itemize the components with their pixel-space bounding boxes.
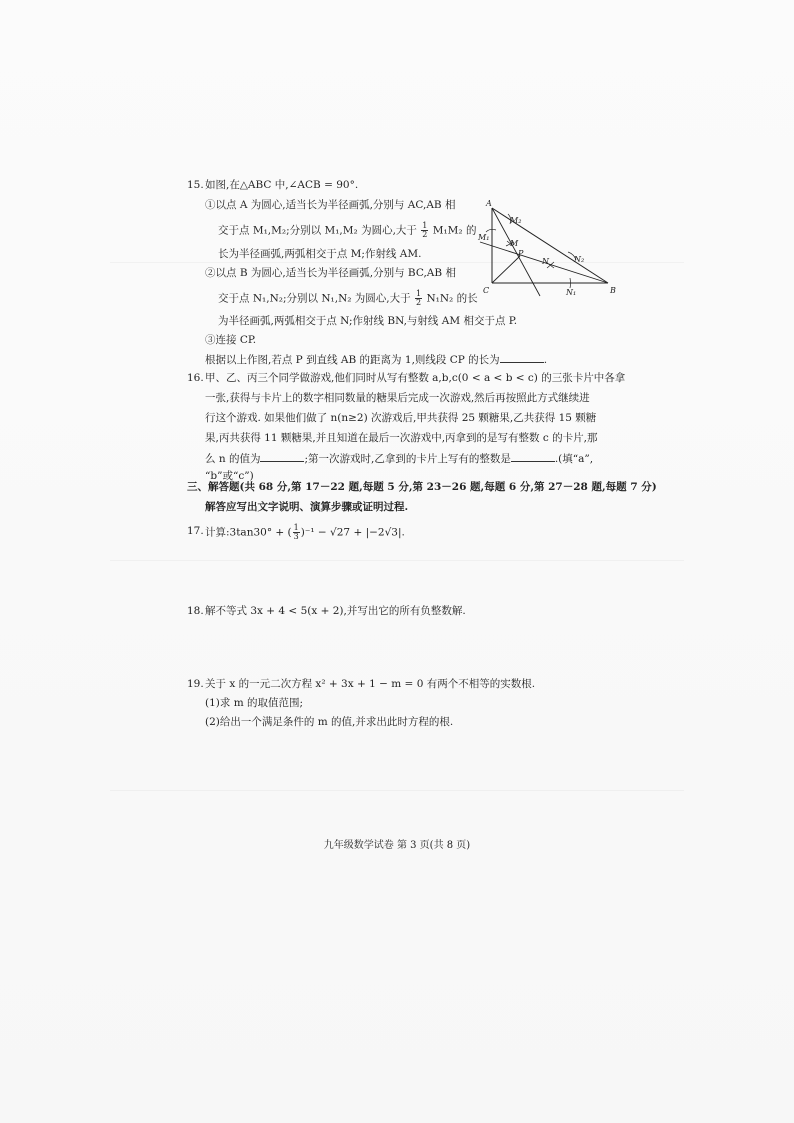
- fraction: $\frac{1}{3}$: [293, 523, 299, 541]
- q18-text: 解不等式 3x + 4 < 5(x + 2),并写出它的所有负整数解.: [205, 605, 466, 617]
- label-N1: N₁: [566, 288, 577, 297]
- q17-expression: 计算:3tan30° + ( $\frac{1}{3}$ )⁻¹ − √27 + |−2√3|.: [205, 523, 405, 541]
- fraction: $\frac{1}{2}$: [416, 289, 422, 307]
- q19-number: 19.: [187, 678, 204, 690]
- fraction: $\frac{1}{2}$: [422, 221, 428, 239]
- q15-step2-line2: 交于点 N₁,N₂;分别以 N₁,N₂ 为圆心,大于 $\frac{1}{2}$ N₁N₂ 的长: [218, 289, 478, 307]
- label-M2: M₂: [510, 216, 522, 225]
- section3-heading: 三、解答题(共 68 分,第 17－22 题,每题 5 分,第 23－26 题,每题 6 分,第 27－28 题,每题 7 分): [187, 481, 657, 493]
- label-A: A: [486, 199, 492, 208]
- answer-blank[interactable]: [260, 451, 304, 462]
- q16-line4: 果,丙共获得 11 颗糖果,并且知道在最后一次游戏中,丙拿到的是写有整数 c 的卡片,那: [205, 432, 598, 444]
- q15-step2-line1: ②以点 B 为圆心,适当长为半径画弧,分别与 BC,AB 相: [205, 267, 456, 279]
- label-C: C: [483, 286, 490, 295]
- page-footer: 九年级数学试卷 第 3 页(共 8 页): [323, 840, 471, 851]
- scan-artifact: [110, 790, 684, 791]
- q15-stem: 如图,在△ABC 中,∠ACB = 90°.: [205, 179, 359, 191]
- q19-part2: (2)给出一个满足条件的 m 的值,并求出此时方程的根.: [205, 716, 454, 728]
- section3-instruction: 解答应写出文字说明、演算步骤或证明过程.: [205, 501, 409, 513]
- label-B: B: [610, 286, 616, 295]
- q15-question: 根据以上作图,若点 P 到直线 AB 的距离为 1,则线段 CP 的长为 .: [205, 354, 548, 366]
- q16-line6: “b”或“c”): [205, 470, 254, 482]
- triangle-figure: [472, 196, 617, 300]
- q15-step1-line1: ①以点 A 为圆心,适当长为半径画弧,分别与 AC,AB 相: [205, 199, 456, 211]
- answer-blank[interactable]: [500, 352, 544, 363]
- q16-line5: 么 n 的值为 ;第一次游戏时,乙拿到的卡片上写有的整数是 .(填“a”,: [205, 453, 594, 465]
- q19-text: 关于 x 的一元二次方程 x² + 3x + 1 − m = 0 有两个不相等的实数根.: [205, 678, 536, 690]
- label-M1: M₁: [478, 233, 490, 242]
- q15-step1-line2: 交于点 M₁,M₂;分别以 M₁,M₂ 为圆心,大于 $\frac{1}{2}$ M₁M₂ 的: [218, 221, 477, 239]
- q17-number: 17.: [187, 525, 204, 537]
- q15-step3: ③连接 CP.: [205, 334, 257, 346]
- label-P: P: [518, 249, 524, 258]
- scan-artifact: [110, 560, 684, 561]
- q15-step1-line3: 长为半径画弧,两弧相交于点 M;作射线 AM.: [218, 248, 422, 260]
- label-N2: N₂: [574, 255, 585, 264]
- label-N: N: [542, 257, 549, 266]
- q16-line3: 行这个游戏. 如果他们做了 n(n≥2) 次游戏后,甲共获得 25 颗糖果,乙共获得 15 颗糖: [205, 412, 597, 424]
- label-M: M: [510, 239, 519, 248]
- q19-part1: (1)求 m 的取值范围;: [205, 697, 304, 709]
- q16-line2: 一张,获得与卡片上的数字相同数量的糖果后完成一次游戏,然后再按照此方式继续进: [205, 392, 590, 404]
- q16-line1: 甲、乙、丙三个同学做游戏,他们同时从写有整数 a,b,c(0 < a < b < c) 的三张卡片中各拿: [205, 372, 626, 384]
- q15-number: 15.: [187, 179, 204, 191]
- answer-blank[interactable]: [511, 451, 555, 462]
- q16-number: 16.: [187, 372, 204, 384]
- q18-number: 18.: [187, 605, 204, 617]
- q15-step2-line3: 为半径画弧,两弧相交于点 N;作射线 BN,与射线 AM 相交于点 P.: [218, 315, 518, 327]
